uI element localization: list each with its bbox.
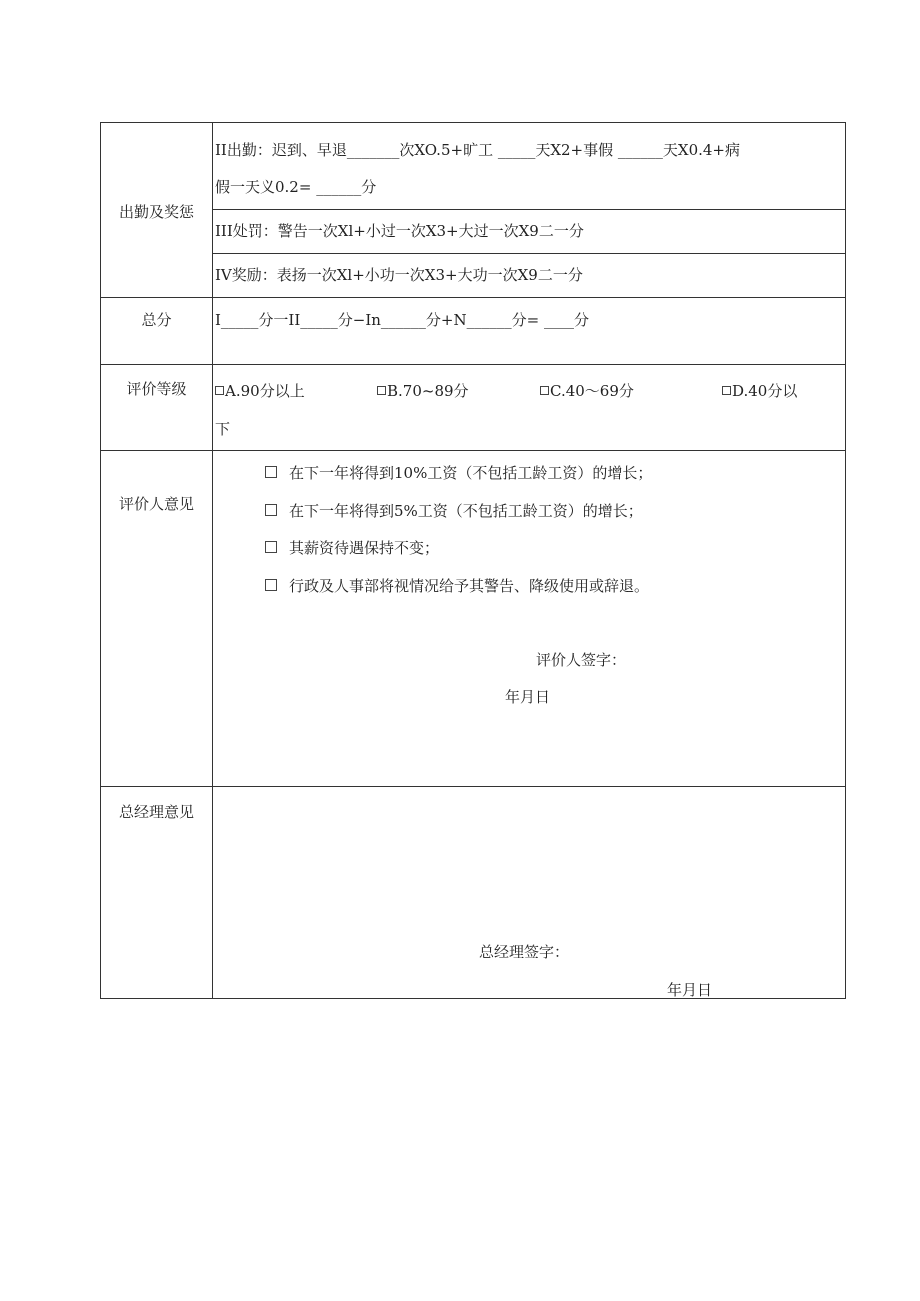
grade-label: 评价等级: [101, 365, 213, 450]
checkbox-icon[interactable]: [265, 466, 277, 478]
manager-label: 总经理意见: [101, 787, 213, 998]
penalty-sub-row: [213, 210, 845, 254]
manager-content: [213, 787, 845, 998]
attendance-line-1: II出勤：迟到、早退_______次XO.5+旷工 _____天X2+事假 ______天X0.4+病: [215, 141, 740, 159]
grade-option-d-wrap: 下: [215, 420, 231, 438]
grade-option-a-label: A.90分以上: [225, 382, 305, 400]
appraisal-form-table: [100, 122, 846, 999]
evaluator-option-2[interactable]: [265, 500, 643, 521]
attendance-content: [213, 123, 845, 297]
grade-content: [213, 365, 845, 450]
checkbox-icon[interactable]: [265, 579, 277, 591]
penalty-line: III处罚：警告一次Xl+小过一次X3+大过一次X9二一分: [215, 222, 584, 240]
evaluator-option-3[interactable]: [265, 537, 439, 558]
evaluator-option-4-label: 行政及人事部将视情况给予其警告、降级使用或辞退。: [289, 577, 650, 595]
evaluator-option-3-label: 其薪资待遇保持不变；: [289, 539, 440, 557]
manager-row: [101, 787, 845, 998]
grade-option-c-label: C.40～69分: [550, 382, 634, 400]
attendance-label: 出勤及奖惩: [101, 123, 213, 297]
total-label: 总分: [101, 298, 213, 364]
checkbox-icon[interactable]: [265, 541, 277, 553]
grade-option-d[interactable]: [722, 380, 797, 401]
total-row: [101, 298, 845, 365]
attendance-sub-row: [213, 123, 845, 210]
grade-option-d-label: D.40分以: [732, 382, 798, 400]
grade-option-b[interactable]: [377, 380, 469, 401]
checkbox-icon[interactable]: [215, 386, 224, 395]
evaluator-option-1-label: 在下一年将得到10%工资（不包括工龄工资）的增长；: [289, 464, 653, 482]
evaluator-option-4[interactable]: [265, 575, 649, 596]
evaluator-date: 年月日: [505, 688, 551, 706]
grade-row: [101, 365, 845, 451]
grade-option-b-label: B.70~89分: [387, 382, 469, 400]
checkbox-icon[interactable]: [540, 386, 549, 395]
total-formula: I_____分一II_____分−In______分+N______分= ____分: [215, 311, 589, 329]
checkbox-icon[interactable]: [265, 504, 277, 516]
manager-signature: 总经理签字：: [479, 943, 570, 961]
evaluator-row: [101, 451, 845, 787]
evaluator-signature: 评价人签字：: [536, 651, 627, 669]
evaluator-label: 评价人意见: [101, 451, 213, 786]
grade-option-c[interactable]: [540, 380, 634, 401]
evaluator-option-2-label: 在下一年将得到5%工资（不包括工龄工资）的增长；: [289, 502, 643, 520]
evaluator-content: [213, 451, 845, 786]
reward-sub-row: [213, 254, 845, 297]
attendance-line-2: 假一天义0.2= ______分: [215, 178, 377, 196]
evaluator-option-1[interactable]: [265, 462, 652, 483]
manager-date: 年月日: [667, 981, 713, 999]
grade-option-a[interactable]: [215, 380, 305, 401]
total-content: [213, 298, 845, 364]
checkbox-icon[interactable]: [377, 386, 386, 395]
checkbox-icon[interactable]: [722, 386, 731, 395]
attendance-row: [101, 123, 845, 298]
reward-line: IV奖励：表扬一次Xl+小功一次X3+大功一次X9二一分: [215, 266, 583, 284]
